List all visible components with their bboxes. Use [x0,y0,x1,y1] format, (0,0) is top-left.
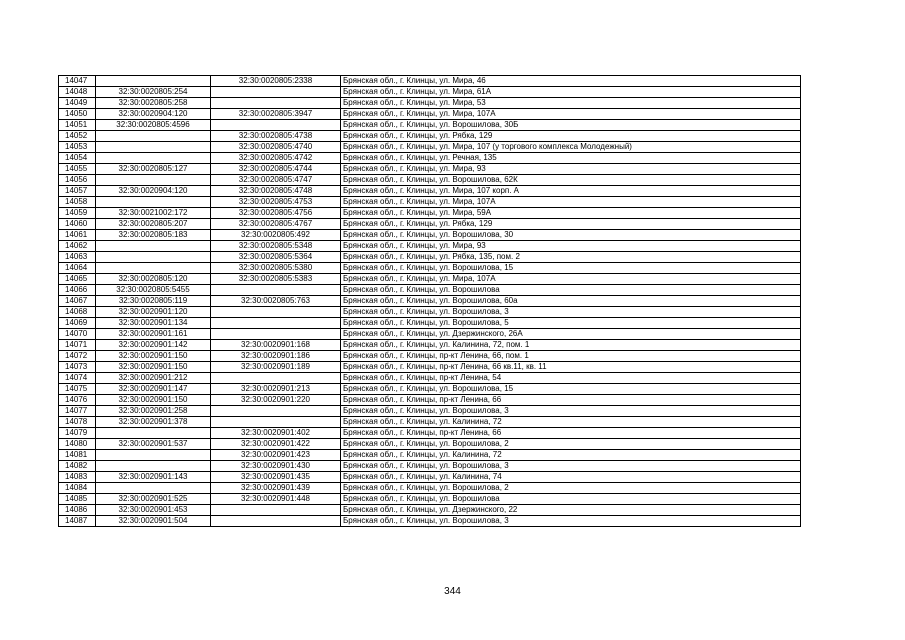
table-row [59,164,801,175]
building-cadastral-number-cell: 32:30:0020901:213 [211,384,341,395]
land-cadastral-number-cell: 32:30:0020904:120 [96,186,211,197]
table-row [59,208,801,219]
row-number-cell: 14054 [59,153,96,164]
building-cadastral-number-cell [211,307,341,318]
row-number-cell: 14072 [59,351,96,362]
row-number-cell: 14083 [59,472,96,483]
building-cadastral-number-cell: 32:30:0020901:220 [211,395,341,406]
address-cell: Брянская обл., г. Клинцы, ул. Рябка, 129 [341,131,801,142]
row-number-cell: 14082 [59,461,96,472]
row-number-cell: 14085 [59,494,96,505]
row-number-cell: 14075 [59,384,96,395]
building-cadastral-number-cell: 32:30:0020805:4740 [211,142,341,153]
table-row [59,406,801,417]
row-number-cell: 14055 [59,164,96,175]
table-row [59,439,801,450]
table-row [59,109,801,120]
row-number-cell: 14086 [59,505,96,516]
table-row [59,219,801,230]
building-cadastral-number-cell: 32:30:0020901:448 [211,494,341,505]
land-cadastral-number-cell: 32:30:0020901:378 [96,417,211,428]
building-cadastral-number-cell [211,120,341,131]
land-cadastral-number-cell: 32:30:0020901:142 [96,340,211,351]
land-cadastral-number-cell: 32:30:0020901:134 [96,318,211,329]
building-cadastral-number-cell [211,98,341,109]
property-table [58,75,801,527]
land-cadastral-number-cell [96,263,211,274]
address-cell: Брянская обл., г. Клинцы, ул. Дзержинского, 22 [341,505,801,516]
row-number-cell: 14067 [59,296,96,307]
land-cadastral-number-cell: 32:30:0020901:504 [96,516,211,527]
building-cadastral-number-cell: 32:30:0020901:439 [211,483,341,494]
address-cell: Брянская обл., г. Клинцы, ул. Рябка, 135, пом. 2 [341,252,801,263]
address-cell: Брянская обл., г. Клинцы, ул. Мира, 107А [341,274,801,285]
row-number-cell: 14059 [59,208,96,219]
address-cell: Брянская обл., г. Клинцы, ул. Рябка, 129 [341,219,801,230]
table-row [59,329,801,340]
building-cadastral-number-cell: 32:30:0020805:4756 [211,208,341,219]
table-row [59,351,801,362]
building-cadastral-number-cell: 32:30:0020901:186 [211,351,341,362]
table-row [59,450,801,461]
row-number-cell: 14063 [59,252,96,263]
address-cell: Брянская обл., г. Клинцы, ул. Калинина, 72 [341,450,801,461]
table-row [59,252,801,263]
address-cell: Брянская обл., г. Клинцы, ул. Речная, 135 [341,153,801,164]
address-cell: Брянская обл., г. Клинцы, пр-кт Ленина, 66, пом. 1 [341,351,801,362]
row-number-cell: 14079 [59,428,96,439]
table-body [59,76,801,527]
address-cell: Брянская обл., г. Клинцы, ул. Мира, 61А [341,87,801,98]
table-row [59,230,801,241]
land-cadastral-number-cell [96,450,211,461]
building-cadastral-number-cell [211,417,341,428]
table-row [59,307,801,318]
row-number-cell: 14049 [59,98,96,109]
address-cell: Брянская обл., г. Клинцы, ул. Ворошилова, 3 [341,406,801,417]
table-row [59,472,801,483]
table-row [59,274,801,285]
land-cadastral-number-cell: 32:30:0020901:212 [96,373,211,384]
land-cadastral-number-cell: 32:30:0020805:119 [96,296,211,307]
address-cell: Брянская обл., г. Клинцы, ул. Ворошилова [341,285,801,296]
building-cadastral-number-cell [211,87,341,98]
land-cadastral-number-cell: 32:30:0020805:258 [96,98,211,109]
table-row [59,131,801,142]
building-cadastral-number-cell: 32:30:0020805:492 [211,230,341,241]
land-cadastral-number-cell [96,142,211,153]
row-number-cell: 14061 [59,230,96,241]
table-row [59,428,801,439]
land-cadastral-number-cell: 32:30:0020904:120 [96,109,211,120]
land-cadastral-number-cell [96,483,211,494]
row-number-cell: 14050 [59,109,96,120]
row-number-cell: 14057 [59,186,96,197]
table-row [59,153,801,164]
land-cadastral-number-cell: 32:30:0020805:207 [96,219,211,230]
land-cadastral-number-cell: 32:30:0020901:525 [96,494,211,505]
address-cell: Брянская обл., г. Клинцы, ул. Ворошилова, 15 [341,263,801,274]
address-cell: Брянская обл., г. Клинцы, пр-кт Ленина, 54 [341,373,801,384]
row-number-cell: 14048 [59,87,96,98]
row-number-cell: 14069 [59,318,96,329]
page-number: 344 [444,586,461,597]
building-cadastral-number-cell: 32:30:0020901:423 [211,450,341,461]
land-cadastral-number-cell [96,76,211,87]
land-cadastral-number-cell [96,461,211,472]
row-number-cell: 14077 [59,406,96,417]
land-cadastral-number-cell: 32:30:0020805:127 [96,164,211,175]
building-cadastral-number-cell: 32:30:0020805:4742 [211,153,341,164]
row-number-cell: 14070 [59,329,96,340]
building-cadastral-number-cell: 32:30:0020805:5348 [211,241,341,252]
row-number-cell: 14068 [59,307,96,318]
building-cadastral-number-cell: 32:30:0020805:4767 [211,219,341,230]
row-number-cell: 14062 [59,241,96,252]
land-cadastral-number-cell: 32:30:0020901:161 [96,329,211,340]
table-row [59,186,801,197]
row-number-cell: 14051 [59,120,96,131]
table-row [59,417,801,428]
address-cell: Брянская обл., г. Клинцы, ул. Мира, 46 [341,76,801,87]
address-cell: Брянская обл., г. Клинцы, ул. Ворошилова, 30Б [341,120,801,131]
address-cell: Брянская обл., г. Клинцы, ул. Мира, 59А [341,208,801,219]
land-cadastral-number-cell: 32:30:0020901:537 [96,439,211,450]
address-cell: Брянская обл., г. Клинцы, ул. Ворошилова, 62К [341,175,801,186]
row-number-cell: 14073 [59,362,96,373]
row-number-cell: 14047 [59,76,96,87]
table-row [59,395,801,406]
row-number-cell: 14060 [59,219,96,230]
building-cadastral-number-cell [211,373,341,384]
land-cadastral-number-cell: 32:30:0020901:150 [96,351,211,362]
building-cadastral-number-cell: 32:30:0020805:4753 [211,197,341,208]
table-row [59,263,801,274]
building-cadastral-number-cell [211,406,341,417]
address-cell: Брянская обл., г. Клинцы, пр-кт Ленина, 66 [341,428,801,439]
building-cadastral-number-cell: 32:30:0020805:5383 [211,274,341,285]
building-cadastral-number-cell: 32:30:0020901:422 [211,439,341,450]
row-number-cell: 14066 [59,285,96,296]
building-cadastral-number-cell: 32:30:0020901:168 [211,340,341,351]
table-row [59,175,801,186]
building-cadastral-number-cell: 32:30:0020805:4744 [211,164,341,175]
table-row [59,384,801,395]
row-number-cell: 14084 [59,483,96,494]
row-number-cell: 14056 [59,175,96,186]
land-cadastral-number-cell [96,153,211,164]
table-row [59,461,801,472]
land-cadastral-number-cell: 32:30:0020805:5455 [96,285,211,296]
land-cadastral-number-cell: 32:30:0020901:120 [96,307,211,318]
building-cadastral-number-cell [211,285,341,296]
table-row [59,494,801,505]
address-cell: Брянская обл., г. Клинцы, ул. Ворошилова, 30 [341,230,801,241]
address-cell: Брянская обл., г. Клинцы, ул. Калинина, 72, пом. 1 [341,340,801,351]
row-number-cell: 14071 [59,340,96,351]
row-number-cell: 14087 [59,516,96,527]
table-row [59,505,801,516]
address-cell: Брянская обл., г. Клинцы, ул. Ворошилова, 2 [341,439,801,450]
row-number-cell: 14064 [59,263,96,274]
land-cadastral-number-cell: 32:30:0020901:147 [96,384,211,395]
table-row [59,241,801,252]
land-cadastral-number-cell [96,131,211,142]
building-cadastral-number-cell [211,505,341,516]
address-cell: Брянская обл., г. Клинцы, пр-кт Ленина, 66 [341,395,801,406]
address-cell: Брянская обл., г. Клинцы, ул. Ворошилова, 5 [341,318,801,329]
land-cadastral-number-cell: 32:30:0020901:150 [96,395,211,406]
land-cadastral-number-cell: 32:30:0020901:150 [96,362,211,373]
row-number-cell: 14080 [59,439,96,450]
land-cadastral-number-cell: 32:30:0020901:143 [96,472,211,483]
table-row [59,516,801,527]
address-cell: Брянская обл., г. Клинцы, ул. Мира, 107 корп. А [341,186,801,197]
row-number-cell: 14053 [59,142,96,153]
land-cadastral-number-cell [96,175,211,186]
building-cadastral-number-cell: 32:30:0020901:435 [211,472,341,483]
building-cadastral-number-cell: 32:30:0020901:189 [211,362,341,373]
building-cadastral-number-cell [211,318,341,329]
land-cadastral-number-cell [96,197,211,208]
row-number-cell: 14078 [59,417,96,428]
address-cell: Брянская обл., г. Клинцы, ул. Ворошилова, 3 [341,461,801,472]
building-cadastral-number-cell: 32:30:0020805:5364 [211,252,341,263]
table-row [59,373,801,384]
building-cadastral-number-cell: 32:30:0020805:4738 [211,131,341,142]
building-cadastral-number-cell: 32:30:0020901:402 [211,428,341,439]
building-cadastral-number-cell: 32:30:0020805:763 [211,296,341,307]
table-row [59,76,801,87]
address-cell: Брянская обл., г. Клинцы, ул. Мира, 93 [341,241,801,252]
row-number-cell: 14081 [59,450,96,461]
building-cadastral-number-cell: 32:30:0020805:4747 [211,175,341,186]
address-cell: Брянская обл., г. Клинцы, пр-кт Ленина, 66 кв.11, кв. 11 [341,362,801,373]
land-cadastral-number-cell: 32:30:0020901:258 [96,406,211,417]
building-cadastral-number-cell [211,329,341,340]
address-cell: Брянская обл., г. Клинцы, ул. Калинина, 72 [341,417,801,428]
address-cell: Брянская обл., г. Клинцы, ул. Ворошилова, 15 [341,384,801,395]
land-cadastral-number-cell: 32:30:0020805:183 [96,230,211,241]
address-cell: Брянская обл., г. Клинцы, ул. Мира, 53 [341,98,801,109]
table-row [59,285,801,296]
address-cell: Брянская обл., г. Клинцы, ул. Мира, 107А [341,109,801,120]
table-row [59,362,801,373]
building-cadastral-number-cell: 32:30:0020805:4748 [211,186,341,197]
address-cell: Брянская обл., г. Клинцы, ул. Дзержинского, 26А [341,329,801,340]
table-row [59,98,801,109]
table-row [59,142,801,153]
row-number-cell: 14065 [59,274,96,285]
land-cadastral-number-cell: 32:30:0021002:172 [96,208,211,219]
land-cadastral-number-cell: 32:30:0020805:120 [96,274,211,285]
address-cell: Брянская обл., г. Клинцы, ул. Мира, 93 [341,164,801,175]
address-cell: Брянская обл., г. Клинцы, ул. Мира, 107А [341,197,801,208]
row-number-cell: 14052 [59,131,96,142]
address-cell: Брянская обл., г. Клинцы, ул. Мира, 107 (у торгового комплекса Молодежный) [341,142,801,153]
address-cell: Брянская обл., г. Клинцы, ул. Калинина, 74 [341,472,801,483]
land-cadastral-number-cell: 32:30:0020805:254 [96,87,211,98]
table-row [59,318,801,329]
address-cell: Брянская обл., г. Клинцы, ул. Ворошилова [341,494,801,505]
address-cell: Брянская обл., г. Клинцы, ул. Ворошилова, 2 [341,483,801,494]
building-cadastral-number-cell [211,516,341,527]
row-number-cell: 14074 [59,373,96,384]
table-row [59,483,801,494]
land-cadastral-number-cell: 32:30:0020805:4596 [96,120,211,131]
address-cell: Брянская обл., г. Клинцы, ул. Ворошилова, 3 [341,307,801,318]
building-cadastral-number-cell: 32:30:0020805:2338 [211,76,341,87]
land-cadastral-number-cell [96,241,211,252]
table-row [59,87,801,98]
building-cadastral-number-cell: 32:30:0020805:3947 [211,109,341,120]
building-cadastral-number-cell: 32:30:0020901:430 [211,461,341,472]
land-cadastral-number-cell [96,428,211,439]
table-row [59,340,801,351]
land-cadastral-number-cell [96,252,211,263]
table-row [59,120,801,131]
row-number-cell: 14058 [59,197,96,208]
table-row [59,197,801,208]
address-cell: Брянская обл., г. Клинцы, ул. Ворошилова, 60а [341,296,801,307]
address-cell: Брянская обл., г. Клинцы, ул. Ворошилова, 3 [341,516,801,527]
row-number-cell: 14076 [59,395,96,406]
table-row [59,296,801,307]
land-cadastral-number-cell: 32:30:0020901:453 [96,505,211,516]
building-cadastral-number-cell: 32:30:0020805:5380 [211,263,341,274]
